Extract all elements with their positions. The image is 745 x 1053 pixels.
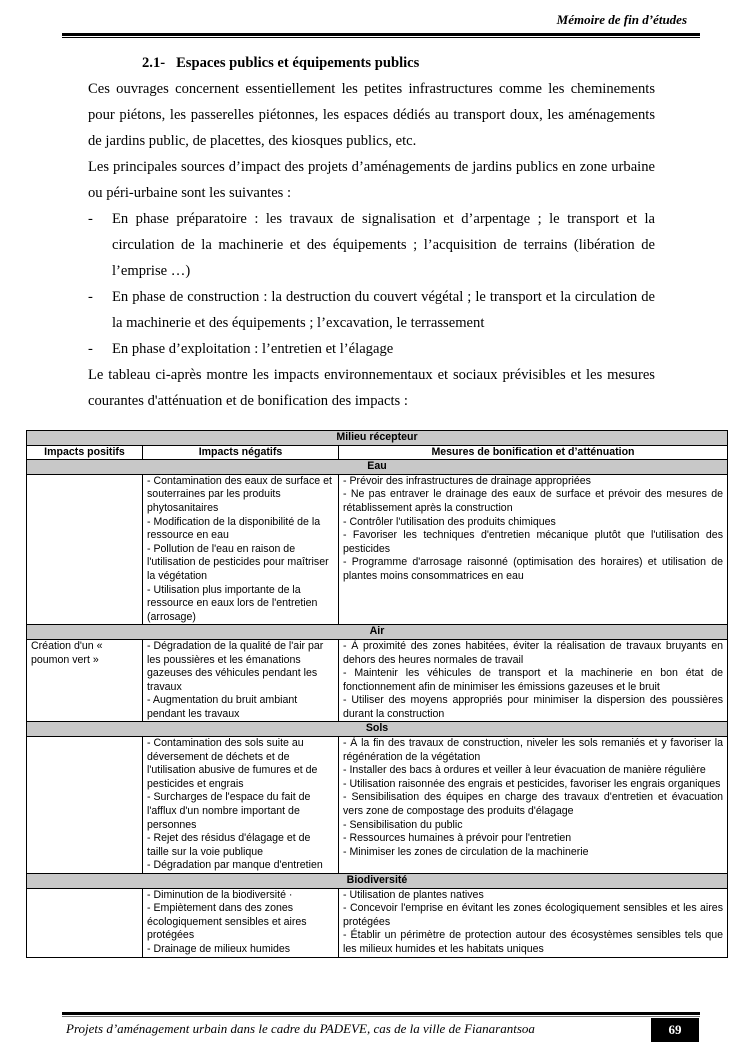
cell-item: - Contamination des sols suite au déversement de déchets et de l'utilisation abusive de fumures et de pesticides et engrais bbox=[147, 737, 318, 790]
measures-cell bbox=[339, 474, 728, 625]
cell-item: - Pollution de l'eau en raison de l'utilisation de pesticides pour maîtriser la végétation bbox=[147, 542, 329, 582]
cell-item: - Diminution de la biodiversité · bbox=[147, 888, 293, 901]
table-row bbox=[27, 737, 728, 874]
list-item-text: En phase préparatoire : les travaux de signalisation et d’arpentage ; le transport et la circulation de la machinerie et des équipements ; l’acquisition de terrains (libération de l’emprise …) bbox=[112, 211, 655, 279]
list-item-text: En phase de construction : la destruction du couvert végétal ; le transport et la circulation de la machinerie et des équipements ; l’excavation, le terrassement bbox=[112, 289, 655, 331]
cell-item: - Dégradation de la qualité de l'air par les poussières et les émanations gazeuses des véhicules pendant les travaux bbox=[147, 639, 324, 693]
cell-item: - Rejet des résidus d'élagage et de taille sur la voie publique bbox=[147, 832, 311, 858]
cell-item: - Maintenir les véhicules de transport et la machinerie en bon état de fonctionnement afin de minimiser les émissions gazeuses et le bruit bbox=[343, 667, 723, 693]
table-row bbox=[27, 888, 728, 957]
negative-cell bbox=[143, 888, 339, 957]
cell-item: Création d'un « poumon vert » bbox=[31, 639, 103, 666]
paragraph: Ces ouvrages concernent essentiellement les petites infrastructures comme les cheminements pour piétons, les passerelles piétonnes, les espaces dédiés au transport doux, les aménagements de jardins public, de placettes, des kiosques publics, etc. bbox=[88, 81, 655, 149]
running-footer: Projets d’aménagement urbain dans le cadre du PADEVE, cas de la ville de Fianarantsoa bbox=[66, 1021, 535, 1036]
positive-cell bbox=[27, 639, 143, 722]
cell-item: - Modification de la disponibilité de la ressource en eau bbox=[147, 515, 321, 542]
header-rule-thin bbox=[62, 37, 700, 38]
footer-rule-thin bbox=[62, 1016, 700, 1017]
measures-cell bbox=[339, 639, 728, 722]
paragraph: Le tableau ci-après montre les impacts environnementaux et sociaux prévisibles et les mesures courantes d'atténuation et de bonification des impacts : bbox=[88, 367, 655, 409]
column-header: Impacts négatifs bbox=[143, 445, 339, 460]
section-heading bbox=[88, 50, 655, 76]
cell-item: - Utilisation plus importante de la ressource en eaux lors de l'entretien (arrosage) bbox=[147, 583, 318, 623]
cell-item: - Programme d'arrosage raisonné (optimisation des horaires) et utilisation de plantes moins consommatrices en eau bbox=[343, 556, 723, 582]
list-item: - En phase préparatoire : les travaux de signalisation et d’arpentage ; le transport et la circulation de la machinerie et des équipements ; l’acquisition de terrains (libération de l’emprise …) bbox=[88, 211, 655, 279]
cell-item: - Dégradation par manque d'entretien bbox=[147, 859, 323, 872]
cell-item: - Minimiser les zones de circulation de la machinerie bbox=[343, 845, 589, 858]
cell-item: - Augmentation du bruit ambiant pendant les travaux bbox=[147, 694, 298, 720]
table-row bbox=[27, 639, 728, 722]
cell-item: - Sensibilisation des équipes en charge des travaux d'entretien et évacuation vers zone de compostage des produits d'élagage bbox=[343, 791, 723, 818]
cell-item: - Utilisation raisonnée des engrais et pesticides, favoriser les engrais organiques bbox=[343, 777, 721, 790]
cell-item: - Prévoir des infrastructures de drainage appropriées bbox=[343, 474, 591, 487]
cell-item: - À proximité des zones habitées, éviter la réalisation de travaux bruyants en dehors des heures normales de travail bbox=[343, 639, 723, 666]
section-band-eau: Eau bbox=[27, 460, 728, 475]
running-header: Mémoire de fin d’études bbox=[556, 12, 687, 27]
section-number: 2.1- bbox=[142, 55, 166, 71]
cell-item: - Installer des bacs à ordures et veiller à leur évacuation de manière régulière bbox=[343, 764, 706, 777]
cell-item: - Surcharges de l'espace du fait de l'afflux d'un nombre important de personnes bbox=[147, 791, 311, 831]
cell-item: - Utiliser des moyens appropriés pour minimiser la dispersion des poussières durant la construction bbox=[343, 694, 723, 720]
impacts-table bbox=[26, 430, 728, 958]
positive-cell bbox=[27, 888, 143, 957]
positive-cell bbox=[27, 737, 143, 874]
table-row bbox=[27, 474, 728, 625]
column-header: Impacts positifs bbox=[27, 445, 143, 460]
cell-item: - Concevoir l'emprise en évitant les zones écologiquement sensibles et les aires protégées bbox=[343, 902, 723, 928]
cell-item: - Ne pas entraver le drainage des eaux de surface et prévoir des mesures de rétablissement après la construction bbox=[343, 488, 723, 514]
negative-cell bbox=[143, 474, 339, 625]
cell-item: - Empiètement dans des zones écologiquement sensibles et aires protégées bbox=[147, 902, 307, 942]
cell-item: - Contamination des eaux de surface et souterraines par les produits phytosanitaires bbox=[147, 474, 332, 514]
section-band-biodiversité: Biodiversité bbox=[27, 874, 728, 889]
negative-cell bbox=[143, 737, 339, 874]
list-item: - En phase de construction : la destruction du couvert végétal ; le transport et la circulation de la machinerie et des équipements ; l’excavation, le terrassement bbox=[88, 289, 655, 331]
cell-item: - Ressources humaines à prévoir pour l'entretien bbox=[343, 832, 572, 845]
section-band-sols: Sols bbox=[27, 722, 728, 737]
footer-rule bbox=[62, 1012, 700, 1015]
table-title: Milieu récepteur bbox=[27, 431, 728, 446]
paragraph: Les principales sources d’impact des projets d’aménagements de jardins publics en zone urbaine ou péri-urbaine sont les suivantes : bbox=[88, 159, 655, 201]
negative-cell bbox=[143, 639, 339, 722]
list-item-text: En phase d’exploitation : l’entretien et l’élagage bbox=[112, 341, 394, 357]
cell-item: - Utilisation de plantes natives bbox=[343, 888, 484, 901]
measures-cell bbox=[339, 888, 728, 957]
cell-item: - À la fin des travaux de construction, niveler les sols remaniés et y favoriser la régénération de la végétation bbox=[343, 737, 723, 763]
cell-item: - Contrôler l'utilisation des produits chimiques bbox=[343, 515, 556, 528]
page-number: 69 bbox=[651, 1018, 699, 1042]
cell-item: - Sensibilisation du public bbox=[343, 818, 463, 831]
cell-item: - Établir un périmètre de protection autour des écosystèmes sensibles tels que les milieux humides et les habitats uniques bbox=[343, 929, 723, 955]
column-header: Mesures de bonification et d’atténuation bbox=[339, 445, 728, 460]
section-band-air: Air bbox=[27, 625, 728, 640]
header-rule bbox=[62, 33, 700, 36]
document-body bbox=[88, 50, 655, 414]
list-item: - En phase d’exploitation : l’entretien et l’élagage bbox=[88, 341, 394, 357]
positive-cell bbox=[27, 474, 143, 625]
cell-item: - Favoriser les techniques d'entretien mécanique plutôt que l'utilisation des pesticides bbox=[343, 529, 723, 555]
cell-item: - Drainage de milieux humides bbox=[147, 942, 291, 955]
measures-cell bbox=[339, 737, 728, 874]
section-title: Espaces publics et équipements publics bbox=[176, 55, 420, 71]
